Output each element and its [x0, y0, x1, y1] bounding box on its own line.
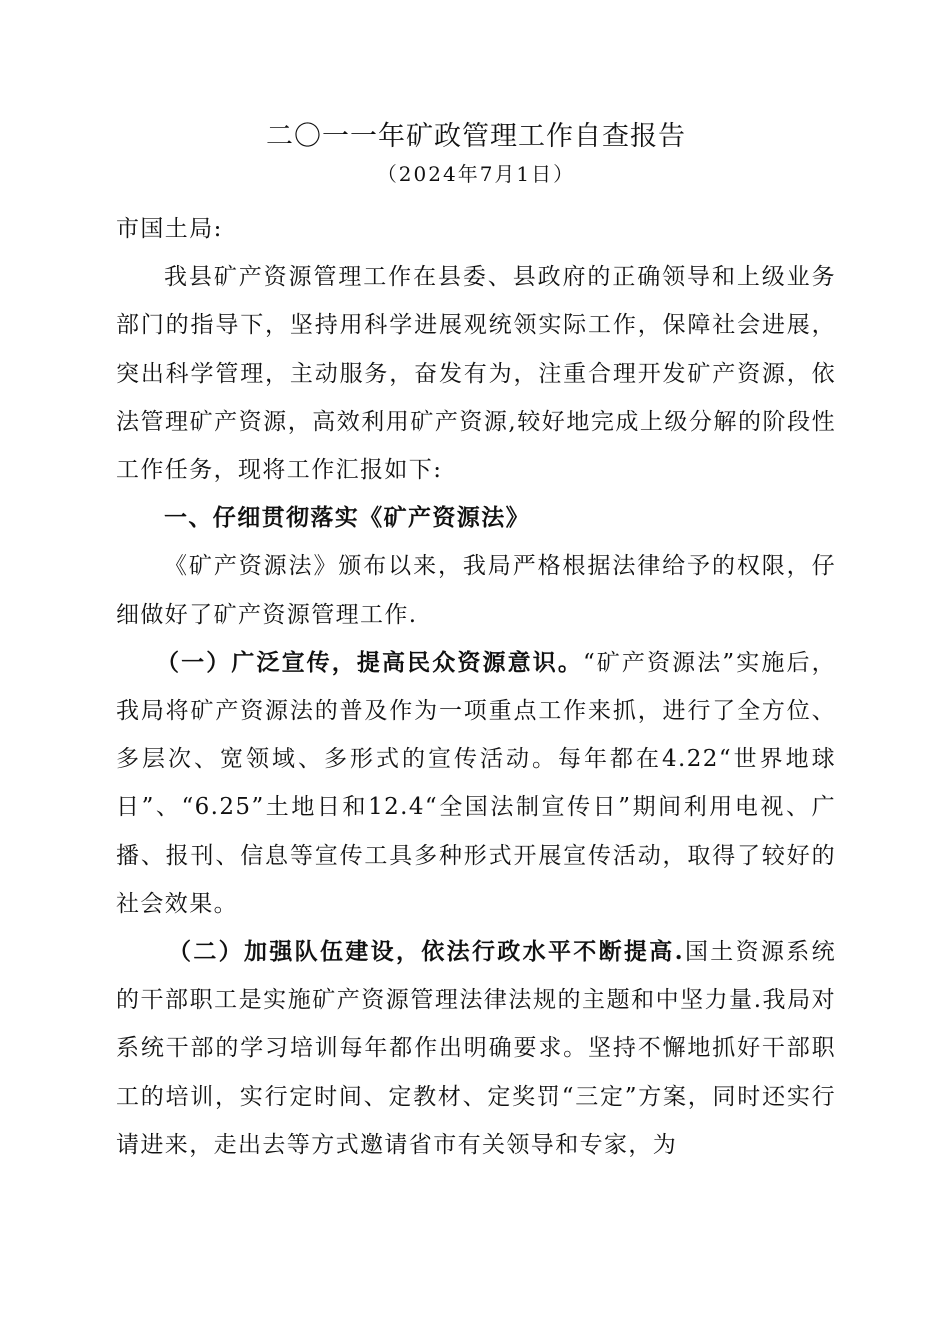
subsection-1-paragraph — [116, 639, 836, 928]
subsection-2-paragraph — [116, 928, 836, 1169]
subsection-1-text: “矿产资源法”实施后，我局将矿产资源法的普及作为一项重点工作来抓，进行了全方位、多层次、宽领域、多形式的宣传活动。每年都在4.22“世界地球日”、“6.25”土地日和12.4“全国法制宣传日”期间利用电视、广播、报刊、信息等宣传工具多种形式开展宣传活动，取得了较好的社会效果。 — [116, 649, 836, 917]
intro-paragraph: 我县矿产资源管理工作在县委、县政府的正确领导和上级业务部门的指导下，坚持用科学进展观统领实际工作，保障社会进展，突出科学管理，主动服务，奋发有为，注重合理开发矿产资源，依法管理矿产资源，高效利用矿产资源,较好地完成上级分解的阶段性工作任务，现将工作汇报如下: — [116, 264, 836, 484]
subsection-2-text: 国土资源系统的干部职工是实施矿产资源管理法律法规的主题和中坚力量.我局对系统干部的学习培训每年都作出明确要求。坚持不懈地抓好干部职工的培训，实行定时间、定教材、定奖罚“三定”方案，同时还实行请进来，走出去等方式邀请省市有关领导和专家，为 — [116, 939, 836, 1158]
document-title: 二〇一一年矿政管理工作自查报告 — [266, 121, 686, 152]
subsection-2-heading: （二）加强队伍建设，依法行政水平不断提高. — [168, 938, 685, 966]
document-date: （2024年7月1日） — [376, 162, 576, 186]
document-page — [116, 115, 836, 1169]
subsection-1-heading: （一）广泛宣传，提高民众资源意识。 — [156, 648, 583, 676]
salutation: 市国土局: — [116, 216, 223, 242]
section-heading-1: 一、仔细贯彻落实《矿产资源法》 — [164, 504, 530, 532]
section-1-paragraph: 《矿产资源法》颁布以来，我局严格根据法律给予的权限，仔细做好了矿产资源管理工作. — [116, 553, 836, 628]
